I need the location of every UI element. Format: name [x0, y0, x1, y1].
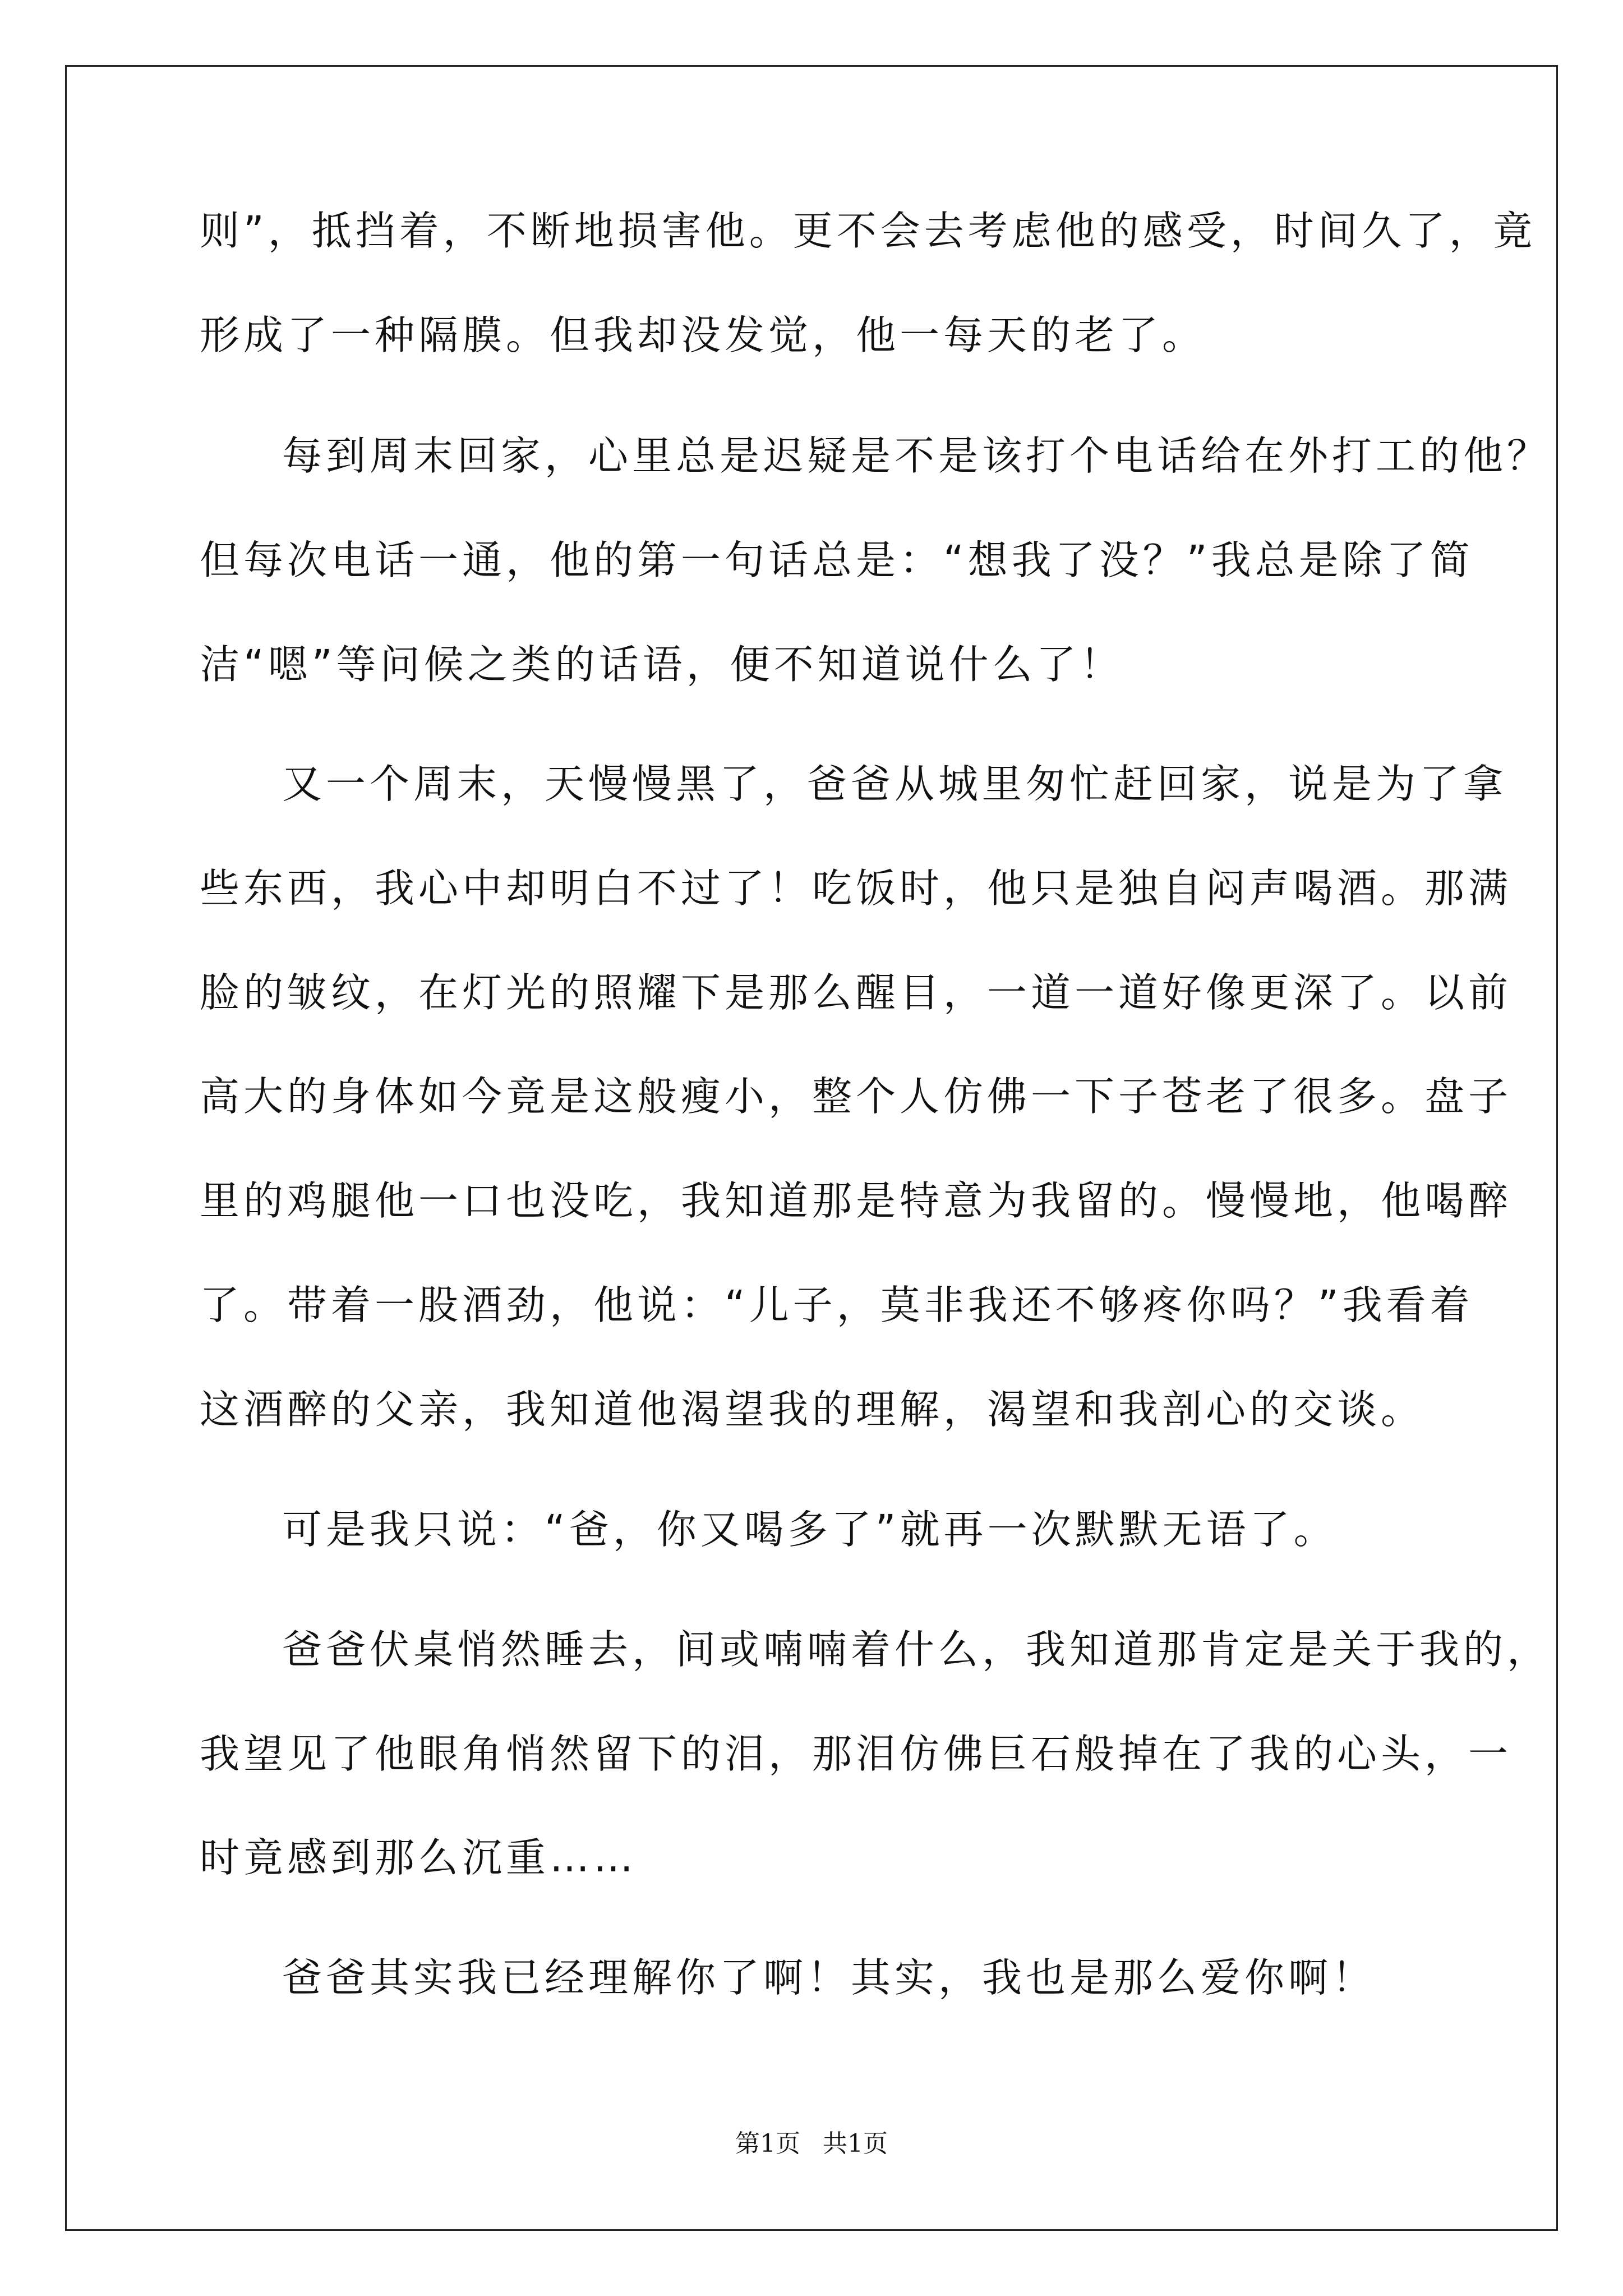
- text-line: 了。带着一股酒劲，他说：“儿子，莫非我还不够疼你吗？”我看着: [200, 1282, 1474, 1328]
- page-total: 共1页: [823, 2129, 888, 2158]
- paragraph-start-line: 爸爸伏桌悄然睡去，间或喃喃着什么，我知道那肯定是关于我的，: [282, 1626, 1551, 1673]
- text-line: 时竟感到那么沉重……: [200, 1834, 638, 1881]
- text-line: 里的鸡腿他一口也没吃，我知道那是特意为我留的。慢慢地，他喝醉: [200, 1177, 1513, 1224]
- page-border: [65, 65, 1558, 2231]
- text-line: 脸的皱纹，在灯光的照耀下是那么醒目，一道一道好像更深了。以前: [200, 969, 1513, 1016]
- paragraph-start-line: 可是我只说：“爸，你又喝多了”就再一次默默无语了。: [282, 1506, 1338, 1553]
- paragraph-start-line: 每到周末回家，心里总是迟疑是不是该打个电话给在外打工的他？: [282, 432, 1551, 479]
- page-number: 第1页: [735, 2129, 800, 2158]
- text-line: 这酒醉的父亲，我知道他渴望我的理解，渴望和我剖心的交谈。: [200, 1386, 1425, 1433]
- page-footer: [0, 2127, 1623, 2161]
- text-line: 但每次电话一通，他的第一句话总是：“想我了没？”我总是除了简: [200, 537, 1474, 583]
- text-line: 我望见了他眼角悄然留下的泪，那泪仿佛巨石般掉在了我的心头，一: [200, 1731, 1513, 1777]
- text-line: 洁“嗯”等问候之类的话语，便不知道说什么了！: [200, 641, 1124, 688]
- text-line: 些东西，我心中却明白不过了！吃饭时，他只是独自闷声喝酒。那满: [200, 865, 1513, 912]
- paragraph-start-line: 又一个周末，天慢慢黑了，爸爸从城里匆忙赶回家，说是为了拿: [282, 761, 1507, 807]
- text-line: 形成了一种隔膜。但我却没发觉，他一每天的老了。: [200, 312, 1206, 358]
- paragraph-start-line: 爸爸其实我已经理解你了啊！其实，我也是那么爱你啊！: [282, 1954, 1376, 2001]
- text-line: 则”，抵挡着，不断地损害他。更不会去考虑他的感受，时间久了，竟: [200, 208, 1537, 254]
- text-line: 高大的身体如今竟是这般瘦小，整个人仿佛一下子苍老了很多。盘子: [200, 1073, 1513, 1120]
